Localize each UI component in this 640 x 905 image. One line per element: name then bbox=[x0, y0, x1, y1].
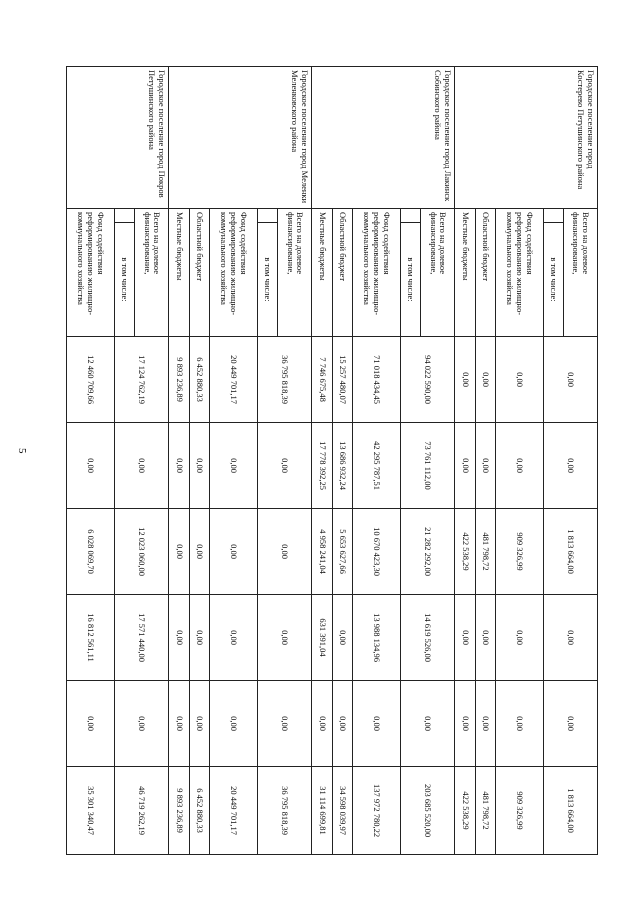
table-row bbox=[135, 67, 169, 855]
including-label: в том числе: bbox=[114, 223, 134, 337]
amount-cell: 0,00 bbox=[189, 423, 209, 509]
amount-cell: 0,00 bbox=[114, 681, 168, 767]
amount-cell: 20 449 701,17 bbox=[210, 767, 258, 855]
amount-cell: 71 018 434,45 bbox=[353, 337, 401, 423]
amount-cell: 21 282 292,00 bbox=[400, 509, 454, 595]
amount-cell: 9 893 236,89 bbox=[169, 767, 189, 855]
amount-cell: 94 022 590,00 bbox=[400, 337, 454, 423]
funding-source-label: Местные бюджеты bbox=[455, 209, 475, 337]
amount-cell: 0,00 bbox=[189, 509, 209, 595]
amount-cell: 17 124 762,19 bbox=[114, 337, 168, 423]
amount-cell: 15 257 480,07 bbox=[332, 337, 352, 423]
including-label: в том числе: bbox=[257, 223, 277, 337]
amount-cell: 46 719 262,19 bbox=[114, 767, 168, 855]
funding-source-label: Областной бюджет bbox=[475, 209, 495, 337]
amount-cell: 0,00 bbox=[210, 509, 258, 595]
table-row bbox=[421, 67, 455, 855]
amount-cell: 481 798,72 bbox=[475, 767, 495, 855]
amount-cell: 31 114 699,81 bbox=[312, 767, 332, 855]
funding-source-label: Фонд содействия реформированию жилищно-коммунального хозяйства bbox=[210, 209, 258, 337]
page-number: 5 bbox=[16, 448, 28, 454]
amount-cell: 42 295 787,51 bbox=[353, 423, 401, 509]
amount-cell: 0,00 bbox=[114, 423, 168, 509]
amount-cell: 909 326,99 bbox=[495, 509, 543, 595]
table-row bbox=[278, 67, 312, 855]
settlement-name: Городское поселение город Костерево Петушинского района bbox=[455, 67, 598, 209]
amount-cell: 0,00 bbox=[332, 681, 352, 767]
amount-cell: 909 326,99 bbox=[495, 767, 543, 855]
amount-cell: 0,00 bbox=[543, 337, 597, 423]
amount-cell: 7 746 675,48 bbox=[312, 337, 332, 423]
amount-cell: 0,00 bbox=[495, 423, 543, 509]
amount-cell: 0,00 bbox=[455, 423, 475, 509]
amount-cell: 0,00 bbox=[210, 681, 258, 767]
amount-cell: 0,00 bbox=[495, 595, 543, 681]
indent-cell bbox=[543, 209, 563, 223]
funding-source-label: Всего на долевое финансирование, bbox=[135, 209, 169, 337]
amount-cell: 0,00 bbox=[210, 595, 258, 681]
amount-cell: 6 452 880,33 bbox=[189, 337, 209, 423]
amount-cell: 0,00 bbox=[455, 337, 475, 423]
settlement-name: Городское поселение город Лакинск Собинского района bbox=[312, 67, 455, 209]
including-label: в том числе: bbox=[543, 223, 563, 337]
amount-cell: 0,00 bbox=[543, 595, 597, 681]
amount-cell: 0,00 bbox=[455, 681, 475, 767]
amount-cell: 35 301 340,47 bbox=[67, 767, 115, 855]
amount-cell: 0,00 bbox=[257, 423, 311, 509]
amount-cell: 203 685 520,00 bbox=[400, 767, 454, 855]
amount-cell: 0,00 bbox=[257, 595, 311, 681]
including-label: в том числе: bbox=[400, 223, 420, 337]
amount-cell: 0,00 bbox=[495, 337, 543, 423]
funding-source-label: Фонд содействия реформированию жилищно-коммунального хозяйства bbox=[353, 209, 401, 337]
amount-cell: 12 023 060,00 bbox=[114, 509, 168, 595]
funding-source-label: Областной бюджет bbox=[189, 209, 209, 337]
amount-cell: 0,00 bbox=[189, 595, 209, 681]
amount-cell: 0,00 bbox=[353, 681, 401, 767]
amount-cell: 36 795 818,39 bbox=[257, 337, 311, 423]
amount-cell: 0,00 bbox=[169, 509, 189, 595]
amount-cell: 137 972 780,22 bbox=[353, 767, 401, 855]
amount-cell: 1 813 664,00 bbox=[543, 509, 597, 595]
amount-cell: 6 028 069,70 bbox=[67, 509, 115, 595]
amount-cell: 0,00 bbox=[189, 681, 209, 767]
amount-cell: 0,00 bbox=[210, 423, 258, 509]
settlement-name: Городское поселение город Покров Петушинского района bbox=[67, 67, 169, 209]
amount-cell: 0,00 bbox=[169, 595, 189, 681]
amount-cell: 5 653 627,66 bbox=[332, 509, 352, 595]
amount-cell: 0,00 bbox=[257, 681, 311, 767]
funding-source-label: Областной бюджет bbox=[332, 209, 352, 337]
funding-source-label: Всего на долевое финансирование, bbox=[564, 209, 598, 337]
funding-source-label: Фонд содействия реформированию жилищно-коммунального хозяйства bbox=[495, 209, 543, 337]
amount-cell: 20 449 701,17 bbox=[210, 337, 258, 423]
amount-cell: 16 812 561,11 bbox=[67, 595, 115, 681]
amount-cell: 0,00 bbox=[475, 423, 495, 509]
amount-cell: 73 761 112,00 bbox=[400, 423, 454, 509]
amount-cell: 14 619 526,00 bbox=[400, 595, 454, 681]
indent-cell bbox=[114, 209, 134, 223]
amount-cell: 17 778 392,25 bbox=[312, 423, 332, 509]
amount-cell: 17 571 440,00 bbox=[114, 595, 168, 681]
amount-cell: 9 893 236,89 bbox=[169, 337, 189, 423]
amount-cell: 0,00 bbox=[67, 423, 115, 509]
amount-cell: 481 798,72 bbox=[475, 509, 495, 595]
amount-cell: 0,00 bbox=[332, 595, 352, 681]
funding-source-label: Фонд содействия реформированию жилищно-коммунального хозяйства bbox=[67, 209, 115, 337]
amount-cell: 6 452 880,33 bbox=[189, 767, 209, 855]
amount-cell: 12 460 709,66 bbox=[67, 337, 115, 423]
amount-cell: 10 670 423,30 bbox=[353, 509, 401, 595]
amount-cell: 0,00 bbox=[475, 681, 495, 767]
amount-cell: 13 988 134,96 bbox=[353, 595, 401, 681]
amount-cell: 1 813 664,00 bbox=[543, 767, 597, 855]
amount-cell: 631 391,04 bbox=[312, 595, 332, 681]
amount-cell: 0,00 bbox=[312, 681, 332, 767]
amount-cell: 0,00 bbox=[455, 595, 475, 681]
amount-cell: 0,00 bbox=[475, 595, 495, 681]
amount-cell: 0,00 bbox=[169, 681, 189, 767]
amount-cell: 0,00 bbox=[257, 509, 311, 595]
funding-source-label: Всего на долевое финансирование, bbox=[278, 209, 312, 337]
amount-cell: 0,00 bbox=[495, 681, 543, 767]
amount-cell: 0,00 bbox=[543, 423, 597, 509]
funding-source-label: Местные бюджеты bbox=[169, 209, 189, 337]
indent-cell bbox=[400, 209, 420, 223]
amount-cell: 34 598 039,97 bbox=[332, 767, 352, 855]
amount-cell: 0,00 bbox=[400, 681, 454, 767]
amount-cell: 422 538,29 bbox=[455, 509, 475, 595]
amount-cell: 422 538,29 bbox=[455, 767, 475, 855]
financing-table bbox=[66, 66, 598, 855]
amount-cell: 0,00 bbox=[169, 423, 189, 509]
funding-source-label: Местные бюджеты bbox=[312, 209, 332, 337]
amount-cell: 36 795 818,39 bbox=[257, 767, 311, 855]
table-body bbox=[67, 67, 598, 855]
amount-cell: 0,00 bbox=[67, 681, 115, 767]
amount-cell: 13 686 932,24 bbox=[332, 423, 352, 509]
amount-cell: 0,00 bbox=[475, 337, 495, 423]
amount-cell: 4 958 241,04 bbox=[312, 509, 332, 595]
amount-cell: 0,00 bbox=[543, 681, 597, 767]
settlement-name: Городское поселение город Меленки Меленковского района bbox=[169, 67, 312, 209]
funding-source-label: Всего на долевое финансирование, bbox=[421, 209, 455, 337]
rotated-table-container bbox=[66, 66, 598, 854]
table-row bbox=[564, 67, 598, 855]
indent-cell bbox=[257, 209, 277, 223]
